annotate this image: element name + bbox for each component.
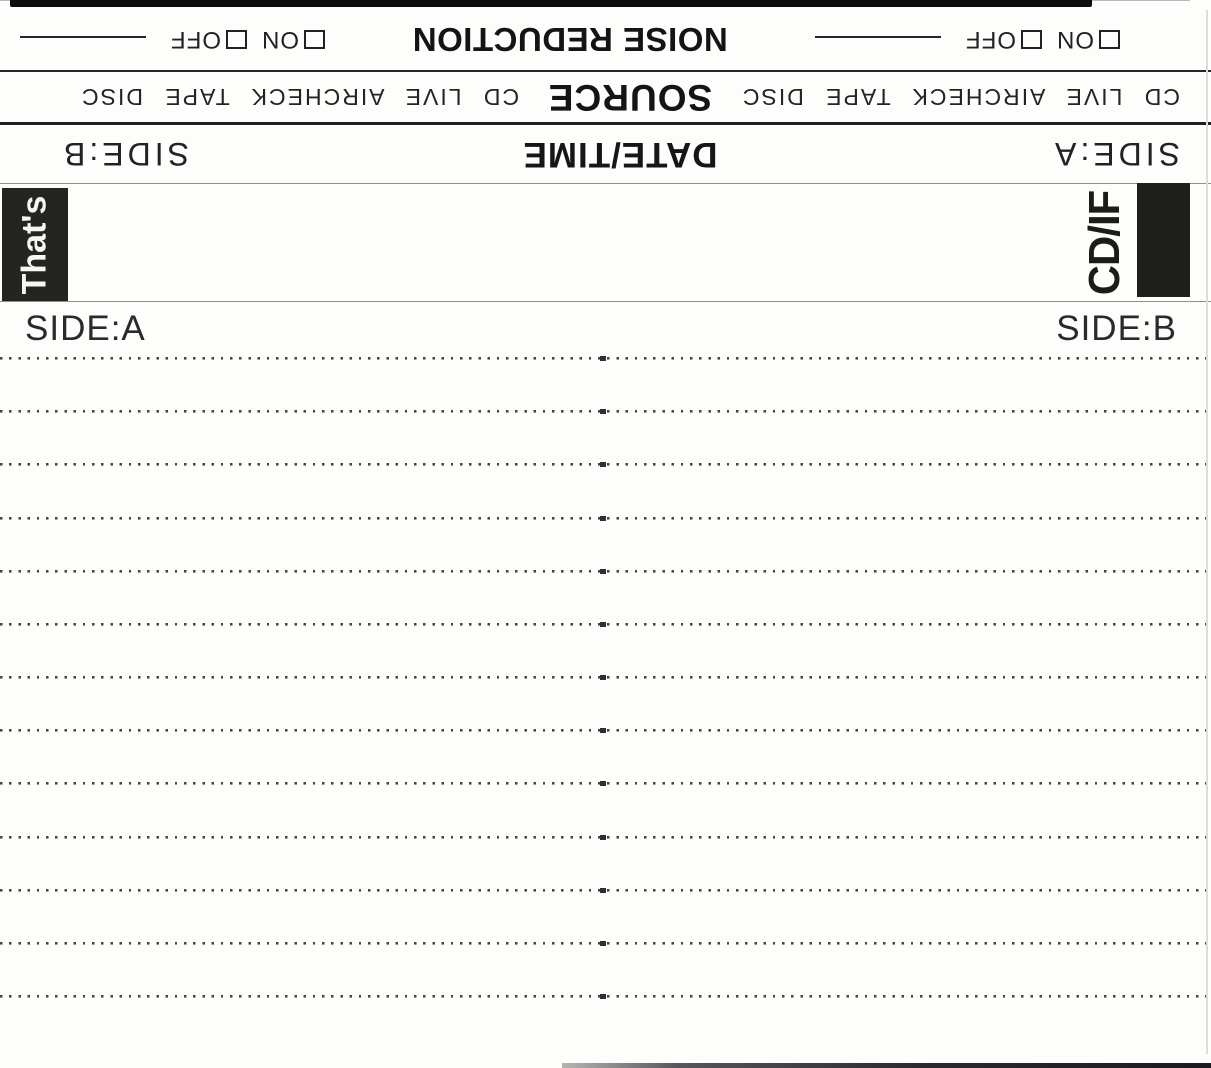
write-in-blank-line [815, 36, 941, 40]
track-line [0, 410, 1206, 413]
logo-band [0, 185, 1211, 301]
on-checkbox [1099, 30, 1120, 49]
date-time-strip [0, 125, 1211, 183]
fold-center-dot [600, 622, 606, 627]
track-line [0, 463, 1206, 466]
track-line [0, 942, 1206, 945]
off-checkbox [1021, 30, 1042, 49]
spine-strips-upside-down [0, 8, 1211, 183]
track-line [0, 676, 1206, 679]
fold-center-dot [600, 356, 606, 361]
scan-top-edge-bar [10, 0, 1092, 7]
spine-side-a-label: SIDE:A [1051, 136, 1180, 173]
off-label: OFF [965, 26, 1016, 53]
track-line [0, 357, 1206, 360]
off-checkbox [226, 30, 247, 49]
on-label: ON [1056, 26, 1094, 53]
track-line [0, 836, 1206, 839]
scan-bottom-edge-bar [562, 1063, 1211, 1068]
index-side-a-label: SIDE:A [25, 309, 146, 348]
fold-center-dot [600, 569, 606, 574]
source-title: SOURCE [547, 77, 713, 118]
on-checkbox [304, 30, 325, 49]
fold-center-dot [600, 835, 606, 840]
fold-center-dot [600, 888, 606, 893]
fold-center-dot [600, 516, 606, 521]
fold-center-dot [600, 994, 606, 999]
on-label: ON [261, 26, 299, 53]
track-line [0, 995, 1206, 998]
source-strip [0, 72, 1211, 122]
index-side-labels [0, 302, 1211, 349]
noise-reduction-switch-group-left [815, 25, 1120, 53]
noise-reduction-strip [0, 8, 1211, 70]
write-in-blank-line [20, 36, 146, 40]
track-line [0, 623, 1206, 626]
track-line [0, 570, 1206, 573]
track-line [0, 782, 1206, 785]
scan-right-edge [1206, 10, 1208, 1054]
fold-center-dot [600, 462, 606, 467]
track-index-area [0, 302, 1211, 1068]
off-label: OFF [170, 26, 221, 53]
noise-reduction-switch-group-right [20, 25, 325, 53]
spine-side-b-label: SIDE:B [60, 136, 189, 173]
source-options-left: CD LIVE AIRCHECK TAPE DISC [740, 84, 1180, 111]
source-options-right: CD LIVE AIRCHECK TAPE DISC [80, 84, 520, 111]
fold-center-dot [600, 409, 606, 414]
fold-center-dot [600, 781, 606, 786]
fold-center-dot [600, 941, 606, 946]
strip-divider [0, 70, 1211, 72]
brand-logo: That's [15, 195, 54, 294]
brand-logo-box [2, 188, 68, 301]
edge-black-tab [1137, 183, 1190, 297]
strip-divider [0, 122, 1211, 125]
track-line [0, 517, 1206, 520]
model-mark: CD/IF [1080, 190, 1129, 296]
fold-center-dot [600, 675, 606, 680]
track-line [0, 889, 1206, 892]
date-time-title: DATE/TIME [522, 135, 718, 174]
index-side-b-label: SIDE:B [1056, 309, 1177, 348]
band-divider [0, 183, 1211, 184]
track-line [0, 729, 1206, 732]
fold-center-dot [600, 728, 606, 733]
noise-reduction-title: NOISE REDUCTION [412, 21, 728, 58]
